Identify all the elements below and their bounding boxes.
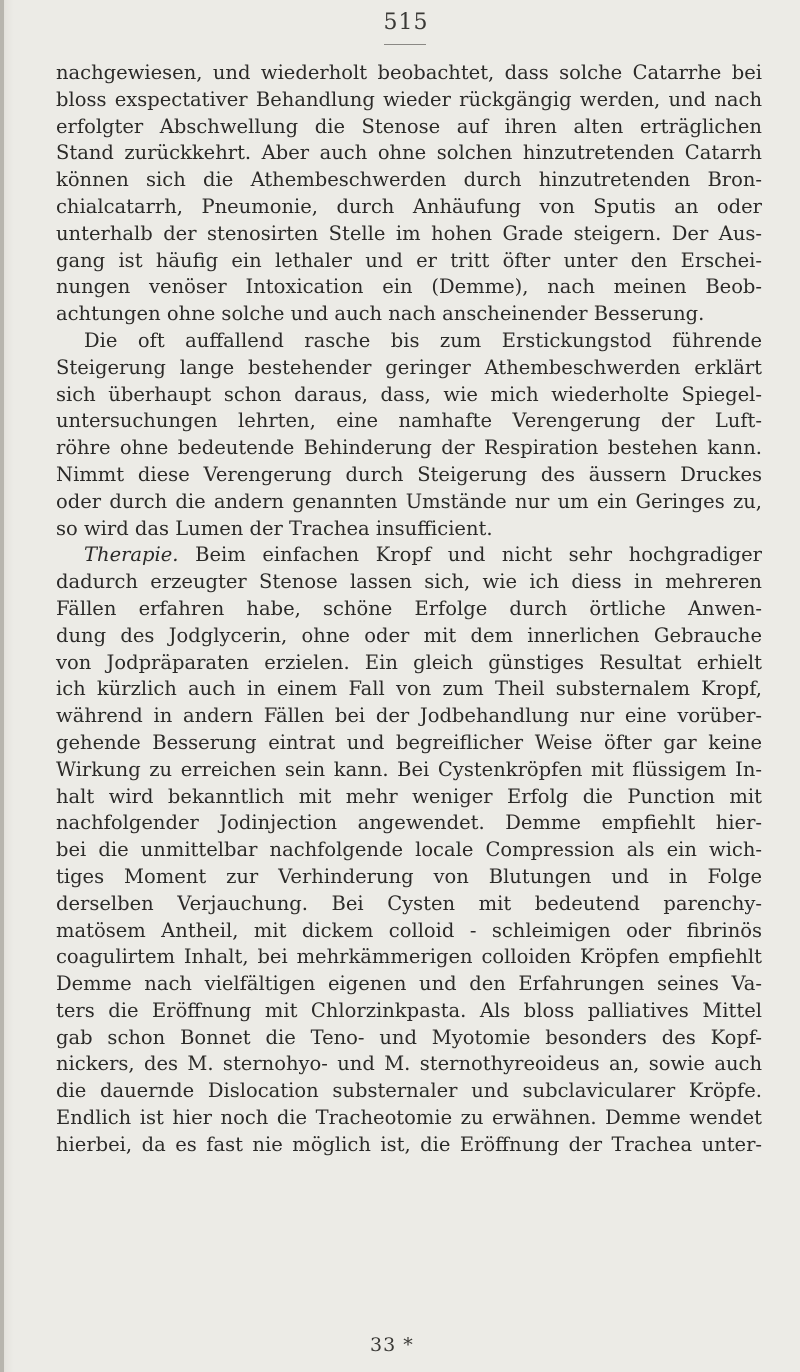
text-line: während in andern Fällen bei der Jodbehandlung nur eine vorüber- xyxy=(56,704,762,728)
text-line: Steigerung lange bestehender geringer Athembeschwerden erklärt xyxy=(56,355,762,379)
text-line: dadurch erzeugter Stenose lassen sich, wie ich diess in mehreren xyxy=(56,570,762,594)
section-heading-therapie: Therapie. xyxy=(84,543,179,567)
text-line: unterhalb der stenosirten Stelle im hohen Grade steigern. Der Aus- xyxy=(56,221,762,245)
text-line: die dauernde Dislocation substernaler und subclavicularer Kröpfe. xyxy=(56,1079,762,1103)
body-text xyxy=(56,60,762,1159)
text-line: Demme nach vielfältigen eigenen und den Erfahrungen seines Va- xyxy=(56,972,762,996)
text-line: chialcatarrh, Pneumonie, durch Anhäufung von Sputis an oder xyxy=(56,194,762,218)
text-line: bloss exspectativer Behandlung wieder rückgängig werden, und nach xyxy=(56,87,762,111)
text-line: gehende Besserung eintrat und begreiflicher Weise öfter gar keine xyxy=(56,730,762,754)
text-line: hierbei, da es fast nie möglich ist, die Eröffnung der Trachea unter- xyxy=(56,1132,762,1156)
page-binding-edge xyxy=(0,0,4,1372)
text-line: nachfolgender Jodinjection angewendet. Demme empfiehlt hier- xyxy=(56,811,762,835)
text-line: gang ist häufig ein lethaler und er tritt öfter unter den Erschei- xyxy=(56,248,762,272)
text-line xyxy=(56,542,762,569)
text-line: dung des Jodglycerin, ohne oder mit dem innerlichen Gebrauche xyxy=(56,623,762,647)
text-line: bei die unmittelbar nachfolgende locale Compression als ein wich- xyxy=(56,838,762,862)
text-line: sich überhaupt schon daraus, dass, wie mich wiederholte Spiegel- xyxy=(56,382,762,406)
text-line-continuation: Beim einfachen Kropf und nicht sehr hochgradiger xyxy=(178,543,762,567)
text-line: matösem Antheil, mit dickem colloid - schleimigen oder fibrinös xyxy=(56,918,762,942)
text-line: untersuchungen lehrten, eine namhafte Verengerung der Luft- xyxy=(56,409,762,433)
text-line: nungen venöser Intoxication ein (Demme), nach meinen Beob- xyxy=(56,275,762,299)
text-line: Nimmt diese Verengerung durch Steigerung des äussern Druckes xyxy=(56,462,762,486)
text-line: derselben Verjauchung. Bei Cysten mit bedeutend parenchy- xyxy=(56,891,762,915)
text-line: röhre ohne bedeutende Behinderung der Respiration bestehen kann. xyxy=(56,436,762,460)
page-number-rule xyxy=(384,44,426,45)
text-line: halt wird bekanntlich mit mehr weniger Erfolg die Punction mit xyxy=(56,784,762,808)
text-line: ters die Eröffnung mit Chlorzinkpasta. Als bloss palliatives Mittel xyxy=(56,998,762,1022)
text-line: ich kürzlich auch in einem Fall von zum Theil substernalem Kropf, xyxy=(56,677,762,701)
text-line: oder durch die andern genannten Umstände nur um ein Geringes zu, xyxy=(56,489,762,513)
text-line: Endlich ist hier noch die Tracheotomie zu erwähnen. Demme wendet xyxy=(56,1106,762,1130)
text-line: nachgewiesen, und wiederholt beobachtet, dass solche Catarrhe bei xyxy=(56,61,762,84)
text-line: von Jodpräparaten erzielen. Ein gleich günstiges Resultat erhielt xyxy=(56,650,762,674)
signature-mark: 33 * xyxy=(370,1334,414,1356)
text-line: tiges Moment zur Verhinderung von Blutungen und in Folge xyxy=(56,864,762,888)
text-line: erfolgter Abschwellung die Stenose auf ihren alten erträglichen xyxy=(56,114,762,138)
text-line: coagulirtem Inhalt, bei mehrkämmerigen colloiden Kröpfen empfiehlt xyxy=(56,945,762,969)
text-line: so wird das Lumen der Trachea insufficient. xyxy=(56,516,493,540)
text-line: können sich die Athembeschwerden durch hinzutretenden Bron- xyxy=(56,168,762,192)
page-number: 515 xyxy=(383,10,429,35)
text-line: achtungen ohne solche und auch nach anscheinender Besserung. xyxy=(56,302,705,326)
text-line: Die oft auffallend rasche bis zum Erstickungstod führende xyxy=(84,328,762,352)
text-line: Fällen erfahren habe, schöne Erfolge durch örtliche Anwen- xyxy=(56,596,762,620)
text-line: Wirkung zu erreichen sein kann. Bei Cystenkröpfen mit flüssigem In- xyxy=(56,757,762,781)
text-line: gab schon Bonnet die Teno- und Myotomie besonders des Kopf- xyxy=(56,1025,762,1049)
text-line: Stand zurückkehrt. Aber auch ohne solchen hinzutretenden Catarrh xyxy=(56,141,762,165)
text-line: nickers, des M. sternohyo- und M. sternothyreoideus an, sowie auch xyxy=(56,1052,762,1076)
